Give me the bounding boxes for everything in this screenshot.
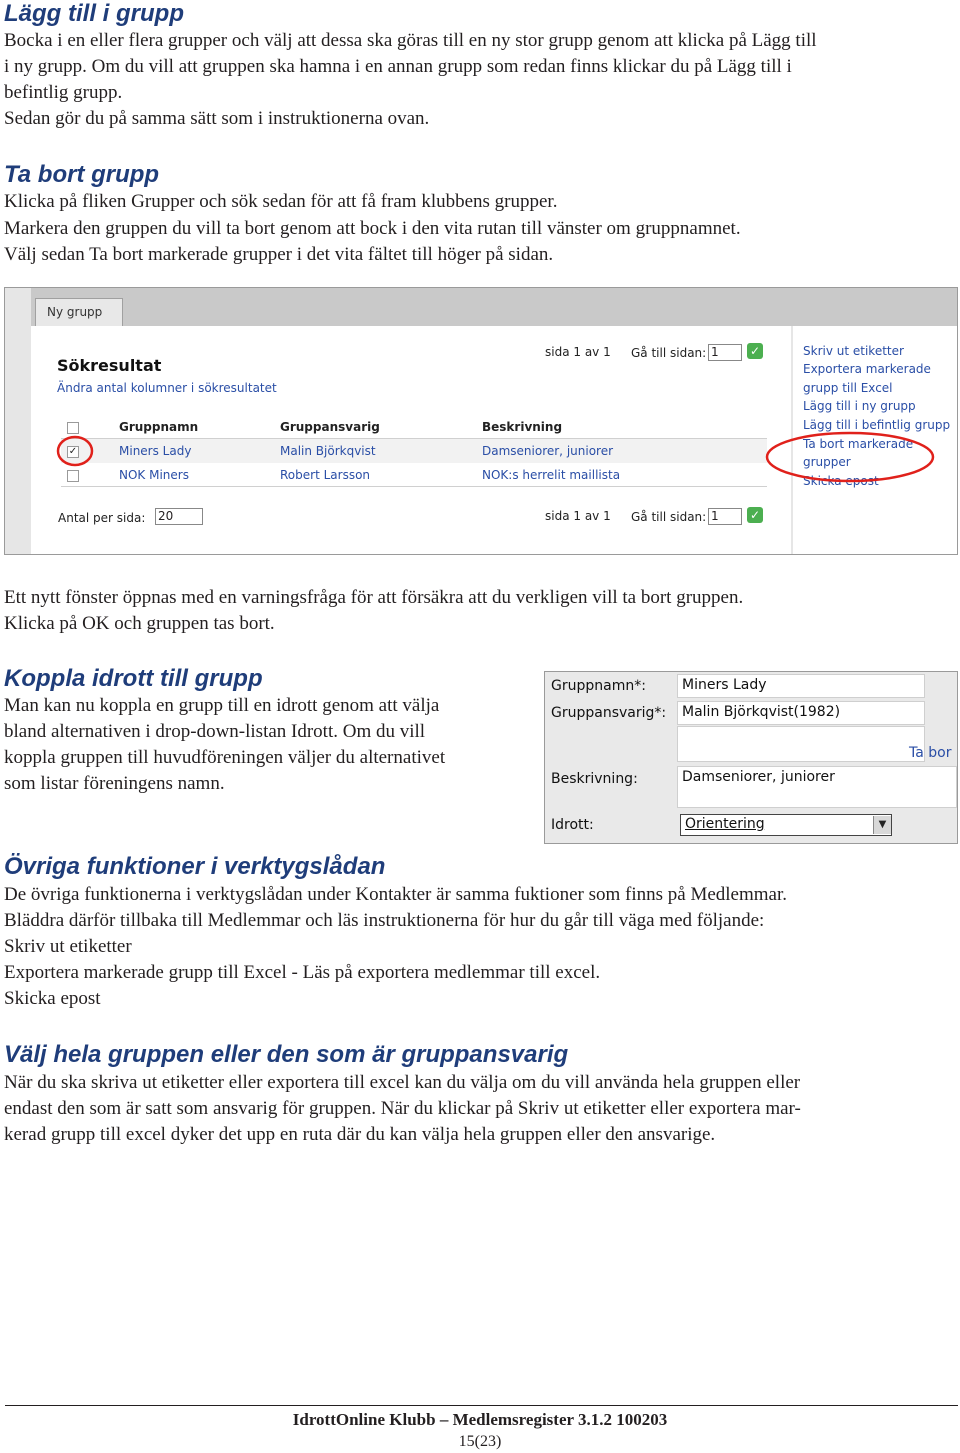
action-skriv-ut-etiketter[interactable]: Skriv ut etiketter	[803, 344, 904, 358]
paragraph-line: i ny grupp. Om du vill att gruppen ska hamna i en annan grupp som redan finns klickar du på Lägg till i	[4, 56, 792, 77]
group-desc-link[interactable]: NOK:s herrelit maillista	[482, 468, 621, 482]
chevron-down-icon[interactable]: ▼	[873, 816, 891, 834]
go-button[interactable]: ✓	[747, 507, 763, 523]
paragraph-line: koppla gruppen till huvudföreningen väljer du alternativet	[4, 747, 446, 768]
column-header-gruppnamn[interactable]: Gruppnamn	[119, 420, 199, 434]
select-all-checkbox[interactable]	[67, 422, 79, 434]
tab-bar	[31, 288, 958, 326]
field-label: Idrott:	[551, 817, 594, 833]
paragraph-line: Man kan nu koppla en grupp till en idrott genom att välja	[4, 695, 440, 716]
group-name-link[interactable]: NOK Miners	[119, 468, 189, 482]
column-header-beskrivning[interactable]: Beskrivning	[482, 420, 563, 434]
group-owner-field[interactable]: Malin Björkqvist(1982)	[677, 701, 925, 725]
search-results-screenshot	[4, 287, 958, 555]
group-form-screenshot	[544, 671, 958, 844]
group-name-link[interactable]: Miners Lady	[119, 444, 192, 458]
page-info: sida 1 av 1	[545, 345, 611, 359]
footer-rule	[5, 1405, 958, 1406]
field-label: Gruppansvarig*:	[551, 705, 667, 721]
paragraph-line: Välj sedan Ta bort markerade grupper i det vita fältet till höger på sidan.	[4, 244, 554, 265]
field-label: Gruppnamn*:	[551, 678, 646, 694]
heading-valj-hela: Välj hela gruppen eller den som är gruppansvarig	[4, 1041, 569, 1068]
field-label: Beskrivning:	[551, 771, 638, 787]
group-owner-extra	[677, 726, 925, 762]
red-circle-highlight	[55, 434, 95, 468]
paragraph-line: Bocka i en eller flera grupper och välj att dessa ska göras till en ny stor grupp genom att klicka på Lägg till	[4, 30, 817, 51]
action-ta-bort-markerade[interactable]: Ta bort markerade	[803, 437, 914, 451]
red-ellipse-highlight	[764, 430, 936, 484]
goto-page-input[interactable]: 1	[708, 508, 742, 525]
go-button[interactable]: ✓	[747, 343, 763, 359]
paragraph-line: Bläddra därför tillbaka till Medlemmar och läs instruktionerna för hur du går till väga med följande:	[4, 910, 765, 931]
paragraph-line: Ett nytt fönster öppnas med en varningsfråga för att försäkra att du verkligen vill ta bort gruppen.	[4, 587, 744, 608]
paragraph-line: som listar föreningens namn.	[4, 773, 225, 794]
action-exportera-markerade-cont[interactable]: grupp till Excel	[803, 381, 893, 395]
row-checkbox[interactable]	[67, 470, 79, 482]
group-name-field[interactable]: Miners Lady	[677, 674, 925, 698]
goto-page-input[interactable]: 1	[708, 344, 742, 361]
action-lagg-till-ny-grupp[interactable]: Lägg till i ny grupp	[803, 399, 916, 413]
paragraph-line: När du ska skriva ut etiketter eller exportera till excel kan du välja om du vill använda hela gruppen eller	[4, 1072, 801, 1093]
change-columns-link[interactable]: Ändra antal kolumner i sökresultatet	[57, 381, 277, 395]
heading-ta-bort: Ta bort grupp	[4, 161, 160, 188]
page-info: sida 1 av 1	[545, 509, 611, 523]
heading-koppla-idrott: Koppla idrott till grupp	[4, 665, 263, 692]
paragraph-line: De övriga funktionerna i verktygslådan under Kontakter är samma fuktioner som finns på Medlemmar.	[4, 884, 787, 905]
paragraph-line: endast den som är satt som ansvarig för gruppen. När du klickar på Skriv ut etiketter eller exportera mar-	[4, 1098, 801, 1119]
page-number: 15(23)	[458, 1433, 502, 1450]
group-owner-link[interactable]: Malin Björkqvist	[280, 444, 376, 458]
sport-select[interactable]: Orientering	[680, 814, 892, 836]
paragraph-line: Exportera markerade grupp till Excel - Läs på exportera medlemmar till excel.	[4, 962, 601, 983]
paragraph-line: Skicka epost	[4, 988, 101, 1009]
row-checkbox-checked[interactable]: ✓	[68, 446, 78, 457]
table-bottom-divider	[61, 486, 767, 487]
group-desc-link[interactable]: Damseniorer, juniorer	[482, 444, 614, 458]
paragraph-line: Klicka på OK och gruppen tas bort.	[4, 613, 275, 634]
action-ta-bort-markerade-cont[interactable]: grupper	[803, 455, 851, 469]
action-lagg-till-befintlig[interactable]: Lägg till i befintlig grupp	[803, 418, 951, 432]
tab-ny-grupp[interactable]: Ny grupp	[35, 298, 123, 326]
footer-title: IdrottOnline Klubb – Medlemsregister 3.1.2 100203	[292, 1410, 668, 1429]
paragraph-line: Markera den gruppen du vill ta bort genom att bock i den vita rutan till vänster om gruppnamnet.	[4, 218, 741, 239]
group-owner-link[interactable]: Robert Larsson	[280, 468, 371, 482]
goto-label: Gå till sidan:	[631, 346, 707, 360]
paragraph-line: bland alternativen i drop-down-listan Idrott. Om du vill	[4, 721, 426, 742]
description-field[interactable]: Damseniorer, juniorer	[677, 766, 957, 808]
action-exportera-markerade[interactable]: Exportera markerade	[803, 362, 931, 376]
paragraph-line: kerad grupp till excel dyker det upp en ruta där du kan välja hela gruppen eller den ansvarige.	[4, 1124, 716, 1145]
column-header-gruppansvarig[interactable]: Gruppansvarig	[280, 420, 380, 434]
heading-ovriga: Övriga funktioner i verktygslådan	[4, 853, 386, 880]
paragraph-line: Sedan gör du på samma sätt som i instruktionerna ovan.	[4, 108, 430, 129]
heading-lagg-till: Lägg till i grupp	[4, 0, 184, 27]
per-page-label: Antal per sida:	[58, 511, 146, 525]
action-skicka-epost[interactable]: Skicka epost	[803, 474, 879, 488]
results-heading: Sökresultat	[57, 356, 162, 375]
per-page-select[interactable]: 20	[155, 508, 203, 525]
remove-link[interactable]: Ta bor	[909, 745, 952, 761]
paragraph-line: Skriv ut etiketter	[4, 936, 132, 957]
paragraph-line: befintlig grupp.	[4, 82, 123, 103]
paragraph-line: Klicka på fliken Grupper och sök sedan för att få fram klubbens grupper.	[4, 191, 558, 212]
goto-label: Gå till sidan:	[631, 510, 707, 524]
results-panel	[31, 326, 958, 555]
